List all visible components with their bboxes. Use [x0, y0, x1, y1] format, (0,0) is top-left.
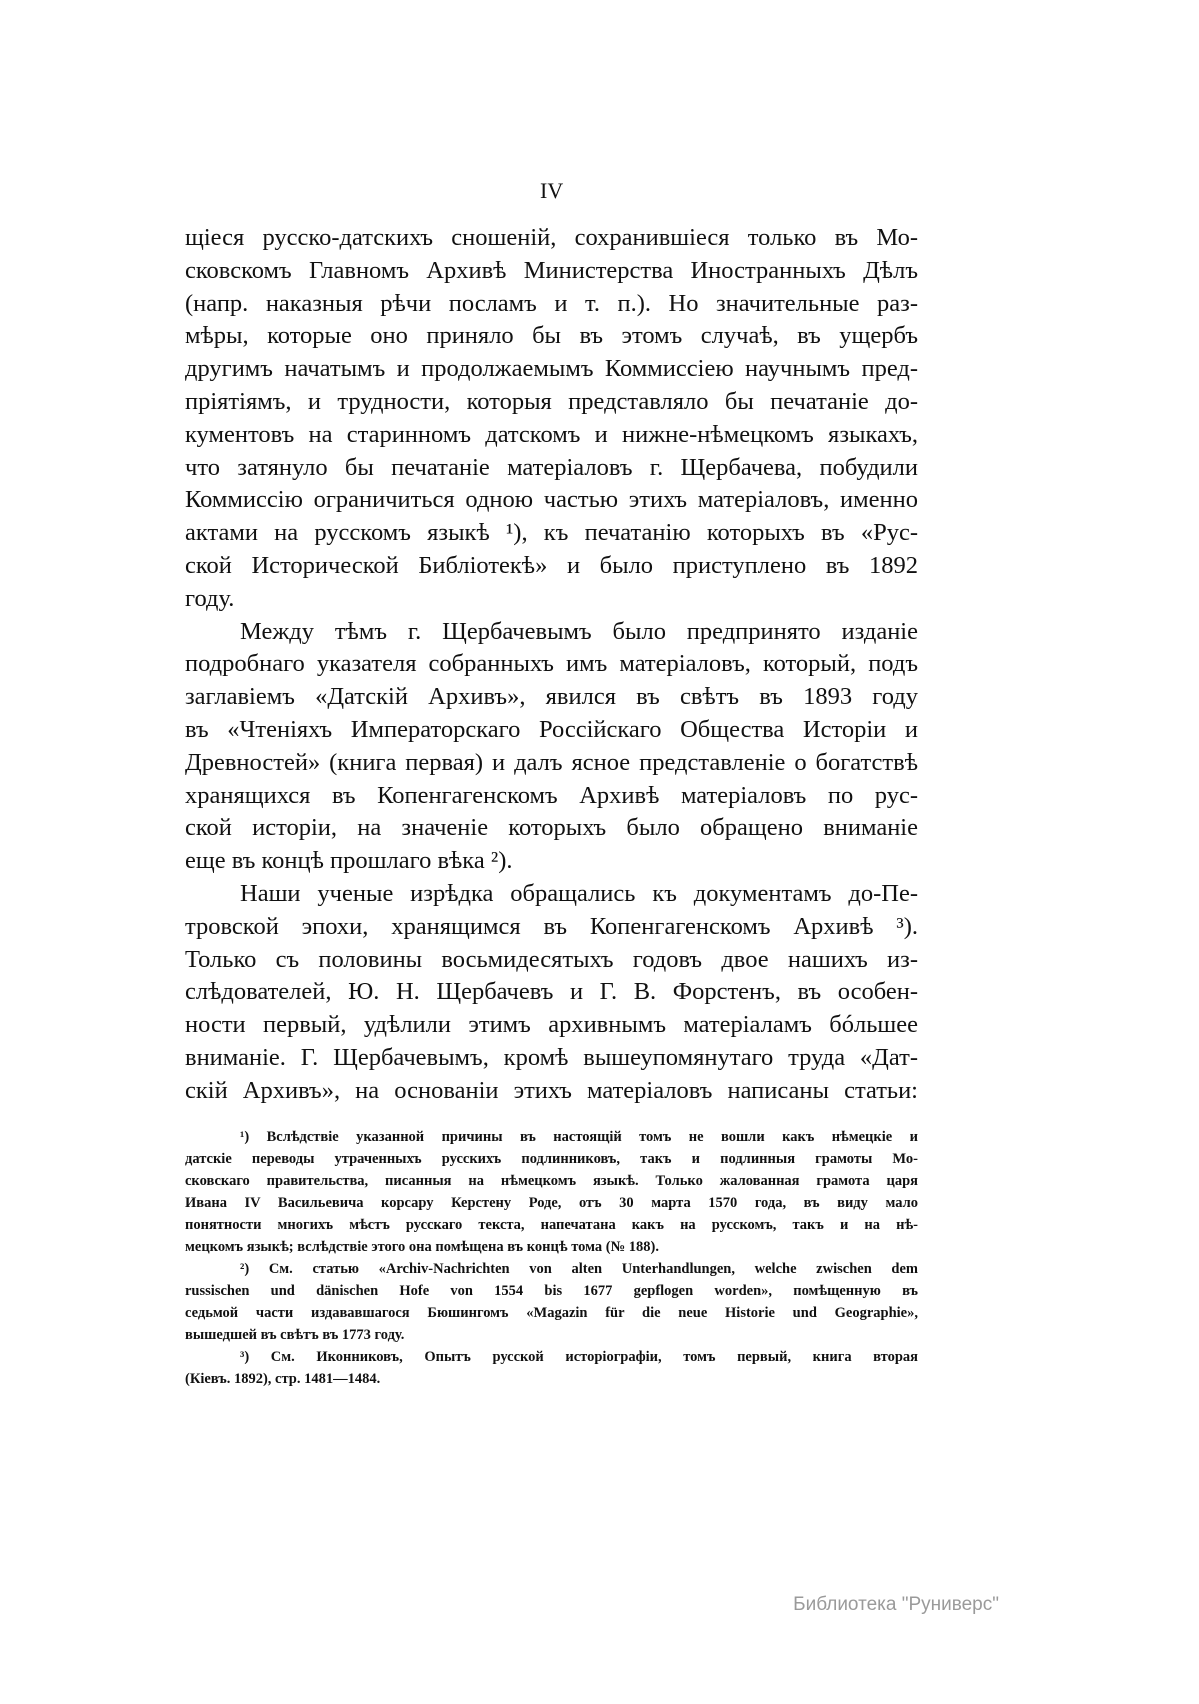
text-line: другимъ начатымъ и продолжаемымъ Коммиссіею научнымъ пред-: [185, 355, 918, 383]
text-line: кументовъ на старинномъ датскомъ и нижне-нѣмецкомъ языкахъ,: [185, 420, 918, 448]
footnote-line: седьмой части издававшагося Бюшингомъ «Magazin für die neue Historie und Geographie»,: [185, 1305, 918, 1321]
text-line: что затянуло бы печатаніе матеріаловъ г. Щербачева, побудили: [185, 453, 918, 481]
footnote-2: [185, 1258, 918, 1346]
text-line: еще въ концѣ прошлаго вѣка ²).: [185, 847, 513, 875]
text-line: Древностей» (книга первая) и далъ ясное представленіе о богатствѣ: [185, 748, 918, 776]
footnote-line: сковскаго правительства, писанныя на нѣмецкомъ языкѣ. Только жалованная грамота царя: [185, 1173, 918, 1189]
footnote-line: ³) См. Иконниковъ, Опытъ русской исторіографіи, томъ первый, книга вторая: [240, 1349, 918, 1365]
footnote-line: Ивана IV Васильевича корсару Керстену Роде, отъ 30 марта 1570 года, въ виду мало: [185, 1195, 918, 1211]
text-line: ности первый, удѣлили этимъ архивнымъ матеріаламъ бóльшее: [185, 1011, 918, 1039]
footnote-line: ²) См. статью «Archiv-Nachrichten von alten Unterhandlungen, welche zwischen dem: [240, 1261, 918, 1277]
text-line: скій Архивъ», на основаніи этихъ матеріаловъ написаны статьи:: [185, 1076, 918, 1104]
text-line: году.: [185, 584, 235, 612]
paragraph: [185, 222, 918, 616]
text-line: хранящихся въ Копенгагенскомъ Архивѣ матеріаловъ по рус-: [185, 781, 918, 809]
footnote-1: [185, 1126, 918, 1258]
text-line: актами на русскомъ языкѣ ¹), къ печатанію которыхъ въ «Рус-: [185, 519, 918, 547]
text-line: слѣдователей, Ю. Н. Щербачевъ и Г. В. Форстенъ, въ особен-: [185, 978, 918, 1006]
paragraph: [185, 616, 918, 878]
footnote-line: датскіе переводы утраченныхъ русскихъ подлинниковъ, такъ и подлинныя грамоты Мо-: [185, 1151, 918, 1167]
text-line: подробнаго указателя собранныхъ имъ матеріаловъ, который, подъ: [185, 650, 918, 678]
text-line: вниманіе. Г. Щербачевымъ, кромѣ вышеупомянутаго труда «Дат-: [185, 1043, 918, 1071]
text-line: щіеся русско-датскихъ сношеній, сохранившіеся только въ Мо-: [185, 224, 918, 251]
footnote-line: russischen und dänischen Hofe von 1554 bis 1677 gepflogen worden», помѣщенную въ: [185, 1283, 918, 1299]
footnote-line: ¹) Вслѣдствіе указанной причины въ настоящій томъ не вошли какъ нѣмецкіе и: [240, 1129, 918, 1145]
library-watermark: Библиотека "Руниверс": [793, 1594, 999, 1615]
text-line: въ «Чтеніяхъ Императорскаго Россійскаго Общества Исторіи и: [185, 715, 918, 743]
text-line: ской Исторической Библіотекѣ» и было приступлено въ 1892: [185, 551, 918, 579]
footnotes: [185, 1126, 918, 1390]
text-line: Только съ половины восьмидесятыхъ годовъ двое нашихъ из-: [185, 945, 918, 973]
footnote-line: вышедшей въ свѣтъ въ 1773 году.: [185, 1327, 405, 1343]
footnote-line: понятности многихъ мѣстъ русскаго текста, напечатана какъ на русскомъ, такъ и на нѣ-: [185, 1217, 918, 1233]
body-text: [185, 222, 918, 1108]
text-line: Наши ученые изрѣдка обращались къ документамъ до-Пе-: [240, 879, 918, 907]
footnote-3: [185, 1346, 918, 1390]
text-line: (напр. наказныя рѣчи посламъ и т. п.). Но значительные раз-: [185, 289, 918, 317]
text-line: тровской эпохи, хранящимся въ Копенгагенскомъ Архивѣ ³).: [185, 912, 918, 940]
text-line: мѣры, которые оно приняло бы въ этомъ случаѣ, въ ущербъ: [185, 322, 918, 350]
text-line: сковскомъ Главномъ Архивѣ Министерства Иностранныхъ Дѣлъ: [185, 256, 918, 284]
footnote-line: (Кіевъ. 1892), стр. 1481—1484.: [185, 1371, 381, 1387]
page-number: IV: [540, 178, 564, 203]
paragraph: [185, 878, 918, 1108]
text-line: заглавіемъ «Датскій Архивъ», явился въ свѣтъ въ 1893 году: [185, 683, 918, 711]
text-line: пріятіямъ, и трудности, которыя представляло бы печатаніе до-: [185, 387, 918, 415]
footnote-line: мецкомъ языкѣ; вслѣдствіе этого она помѣщена въ концѣ тома (№ 188).: [185, 1239, 659, 1255]
text-line: Между тѣмъ г. Щербачевымъ было предпринято изданіе: [240, 617, 918, 645]
text-line: ской исторіи, на значеніе которыхъ было обращено вниманіе: [185, 814, 918, 842]
text-line: Коммиссію ограничиться одною частью этихъ матеріаловъ, именно: [185, 486, 918, 514]
